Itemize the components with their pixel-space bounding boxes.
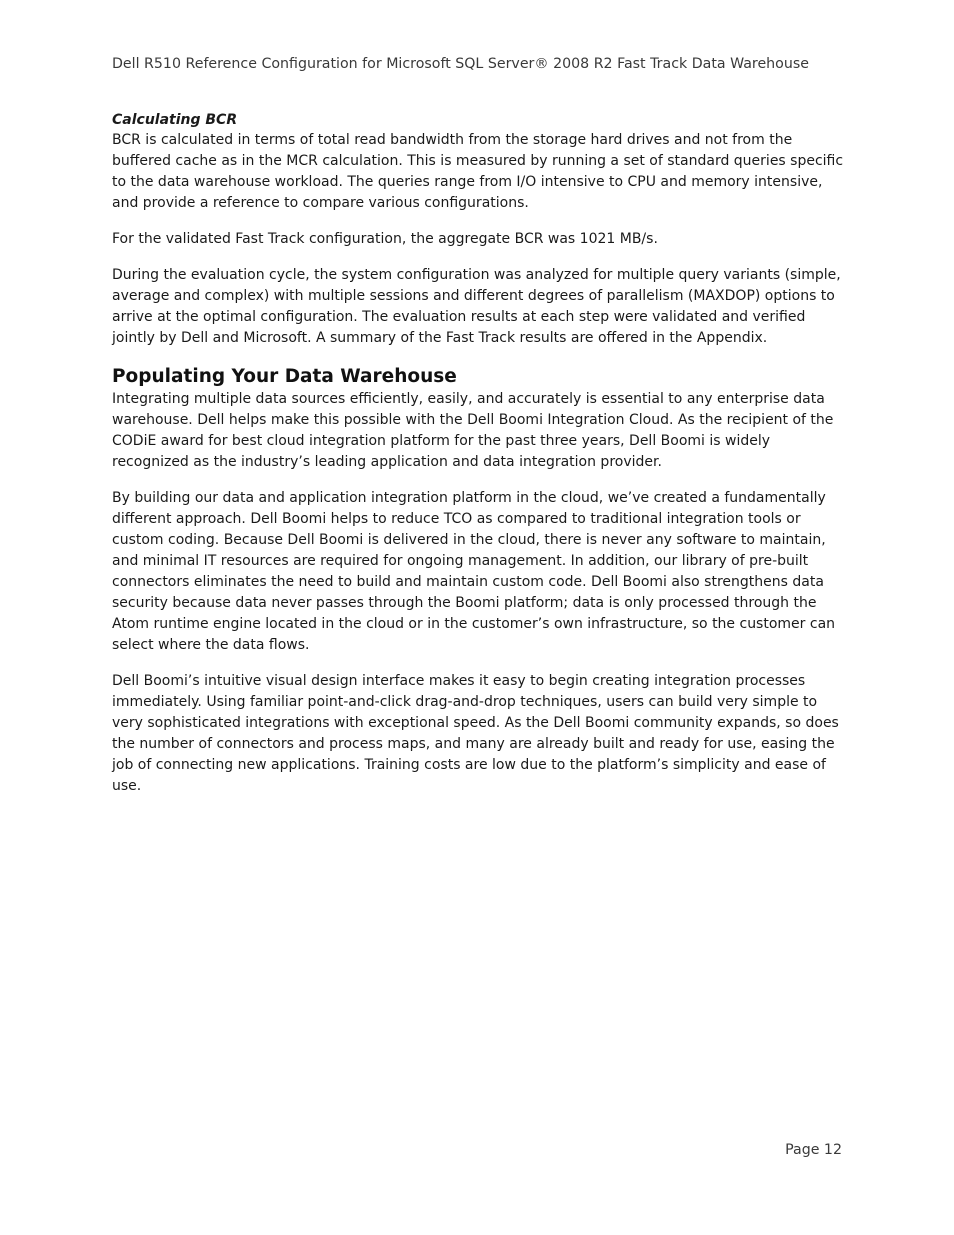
paragraph: By building our data and application integration platform in the cloud, we’ve created a fundamentally different approach. Dell Boomi helps to reduce TCO as compared to traditional integration tools or custom coding. Because Dell Boomi is delivered in the cloud, there is never any software to maintain, and minimal IT resources are required for ongoing management. In addition, our library of pre-built connectors eliminates the need to build and maintain custom code. Dell Boomi also strengthens data security because data never passes through the Boomi platform; data is only processed through the Atom runtime engine located in the cloud or in the customer’s own infrastructure, so the customer can select where the data flows. [112, 490, 836, 653]
paragraph: BCR is calculated in terms of total read bandwidth from the storage hard drives and not from the buffered cache as in the MCR calculation. This is measured by running a set of standard queries specific to the data warehouse workload. The queries range from I/O intensive to CPU and memory intensive, and provide a reference to compare various configurations. [112, 132, 844, 211]
paragraph: Integrating multiple data sources efficiently, easily, and accurately is essential to any enterprise data warehouse. Dell helps make this possible with the Dell Boomi Integration Cloud. As the recipient of the CODiE award for best cloud integration platform for the past three years, Dell Boomi is widely recognized as the industry’s leading application and data integration provider. [112, 391, 834, 470]
page-body [112, 110, 844, 812]
running-header: Dell R510 Reference Configuration for Microsoft SQL Server® 2008 R2 Fast Track Data Warehouse [112, 56, 809, 72]
section-heading-populating-data-warehouse: Populating Your Data Warehouse [112, 366, 457, 387]
paragraph: Dell Boomi’s intuitive visual design interface makes it easy to begin creating integration processes immediately. Using familiar point-and-click drag-and-drop techniques, users can build very simple to very sophisticated integrations with exceptional speed. As the Dell Boomi community expands, so does the number of connectors and process maps, and many are already built and ready for use, easing the job of connecting new applications. Training costs are low due to the platform’s simplicity and ease of use. [112, 673, 839, 794]
page-number: Page 12 [785, 1142, 842, 1158]
subheading-calculating-bcr: Calculating BCR [112, 112, 238, 128]
paragraph: For the validated Fast Track configuration, the aggregate BCR was 1021 MB/s. [112, 231, 658, 247]
paragraph: During the evaluation cycle, the system configuration was analyzed for multiple query variants (simple, average and complex) with multiple sessions and different degrees of parallelism (MAXDOP) options to arrive at the optimal configuration. The evaluation results at each step were validated and verified jointly by Dell and Microsoft. A summary of the Fast Track results are offered in the Appendix. [112, 267, 841, 346]
